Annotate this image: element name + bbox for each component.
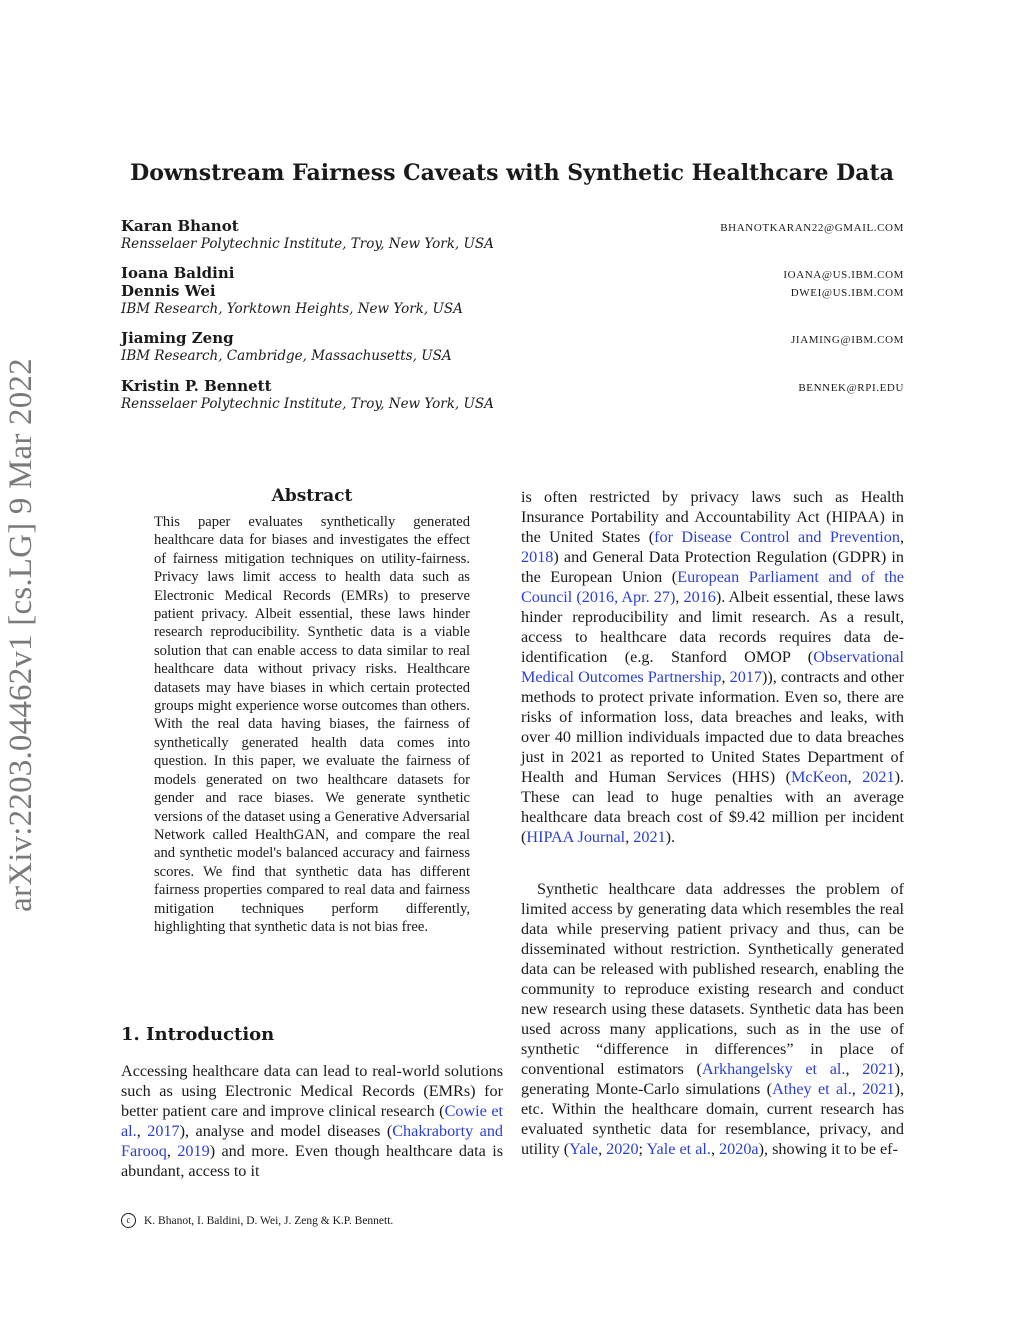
author-block-2 [121,264,904,319]
citation-link[interactable]: for Disease Control and Prevention [654,528,900,546]
author-email: DWEI@US.IBM.COM [790,287,904,299]
abstract-heading: Abstract [271,486,353,506]
author-email: IOANA@US.IBM.COM [783,269,904,281]
citation-link[interactable]: McKeon [791,768,848,786]
author-name: Kristin P. Bennett [121,377,272,395]
citation-link[interactable]: European Parliament and of the Council (2016, Apr. 27) [521,568,904,606]
author-block-1 [121,217,904,254]
intro-paragraph-left: Accessing healthcare data can lead to real-world solutions such as using Electronic Medical Records (EMRs) for better patient care and improve clinical research (Cowie et al., 2017), analyse and model diseases (Chakraborty and Farooq, 2019) and more. Even though healthcare data is abundant, access to it [121,1062,504,1180]
author-affiliation: Rensselaer Polytechnic Institute, Troy, New York, USA [121,236,494,252]
citation-link[interactable]: Yale et al. [646,1140,711,1158]
citation-link[interactable]: 2019 [177,1142,210,1160]
author-block-3 [121,329,904,366]
citation-link[interactable]: Yale [569,1140,599,1158]
citation-link[interactable]: 2018 [521,548,554,566]
citation-link[interactable]: Chakraborty and Farooq [121,1122,504,1160]
abstract-text: This paper evaluates synthetically generated healthcare data for biases and investigates the effect of fairness mitigation techniques on utility-fairness. Privacy laws limit access to health data such as Electronic Medical Records (EMRs) to preserve patient privacy. Albeit essential, these laws hinder research reproducibility. Synthetic data is a viable solution that can enable access to data similar to real healthcare data without privacy risks. Healthcare datasets may have biases in which certain protected groups might experience worse outcomes than others. With the real data having biases, the fairness of synthetically generated health data comes into question. In this paper, we evaluate the fairness of models generated on two healthcare datasets for gender and race biases. We generate synthetic versions of the dataset using a Generative Adversarial Network called HealthGAN, and compare the real and synthetic model's balanced accuracy and fairness scores. We find that synthetic data has different fairness properties compared to real data and fairness mitigation techniques perform differently, highlighting that synthetic data is not bias free. [154,514,470,935]
copyright-icon: c [121,1213,136,1228]
arxiv-sidebar-stamp: arXiv:2203.04462v1 [cs.LG] 9 Mar 2022 [3,358,39,912]
citation-link[interactable]: Arkhangelsky et al. [701,1060,846,1078]
section-heading-introduction: 1. Introduction [121,1024,275,1045]
author-affiliation: Rensselaer Polytechnic Institute, Troy, New York, USA [121,396,494,412]
author-name: Dennis Wei [121,282,216,300]
intro-paragraph-right-2: Synthetic healthcare data addresses the problem of limited access by generating data which resembles the real data while preserving patient privacy and thus, can be disseminated without restriction. Synthetically generated data can be released with published research, enabling the community to reproduce existing research and conduct new research using these datasets. Synthetic data has been used across many applications, such as in the use of synthetic “difference in differences” in place of conventional estimators (Arkhangelsky et al., 2021), generating Monte-Carlo simulations (Athey et al., 2021), etc. Within the healthcare domain, current research has evaluated synthetic data for resemblance, privacy, and utility (Yale, 2020; Yale et al., 2020a), showing it to be ef- [521,880,904,1158]
paper-title: Downstream Fairness Caveats with Synthetic Healthcare Data [130,160,894,186]
author-affiliation: IBM Research, Yorktown Heights, New York, USA [121,301,463,317]
citation-link[interactable]: Athey et al. [772,1080,852,1098]
author-name: Ioana Baldini [121,264,235,282]
author-block-4 [121,377,904,414]
copyright-footer [121,1213,393,1228]
author-name: Jiaming Zeng [121,329,234,347]
citation-link[interactable]: 2017 [729,668,762,686]
author-email: BHANOTKARAN22@GMAIL.COM [720,222,904,234]
citation-link[interactable]: 2021 [862,768,895,786]
footer-authors: K. Bhanot, I. Baldini, D. Wei, J. Zeng & K.P. Bennett. [144,1214,394,1227]
author-email: BENNEK@RPI.EDU [798,382,904,394]
citation-link[interactable]: 2016 [683,588,716,606]
author-name: Karan Bhanot [121,217,239,235]
citation-link[interactable]: HIPAA Journal [526,828,626,846]
author-affiliation: IBM Research, Cambridge, Massachusetts, USA [121,348,452,364]
citation-link[interactable]: 2020 [606,1140,639,1158]
citation-link[interactable]: 2017 [147,1122,180,1140]
citation-link[interactable]: 2021 [862,1060,895,1078]
citation-link[interactable]: 2021 [633,828,666,846]
author-email: JIAMING@IBM.COM [791,334,904,346]
citation-link[interactable]: Cowie et al. [121,1102,503,1140]
citation-link[interactable]: Observational Medical Outcomes Partnership [521,648,904,686]
citation-link[interactable]: 2021 [862,1080,895,1098]
intro-paragraph-right-1: is often restricted by privacy laws such as Health Insurance Portability and Accountability Act (HIPAA) in the United States (for Disease Control and Prevention, 2018) and General Data Protection Regulation (GDPR) in the European Union (European Parliament and of the Council (2016, Apr. 27), 2016). Albeit essential, these laws hinder reproducibility and limit research. As a result, access to healthcare data records requires data de-identification (e.g. Stanford OMOP (Observational Medical Outcomes Partnership, 2017)), contracts and other methods to protect private information. Even so, there are risks of information loss, data breaches and leaks, with over 40 million individuals impacted due to data breaches just in 2021 as reported to United States Department of Health and Human Services (HHS) (McKeon, 2021). These can lead to huge penalties with an average healthcare data breach cost of $9.42 million per incident (HIPAA Journal, 2021). [521,488,905,846]
citation-link[interactable]: 2020a [719,1140,759,1158]
